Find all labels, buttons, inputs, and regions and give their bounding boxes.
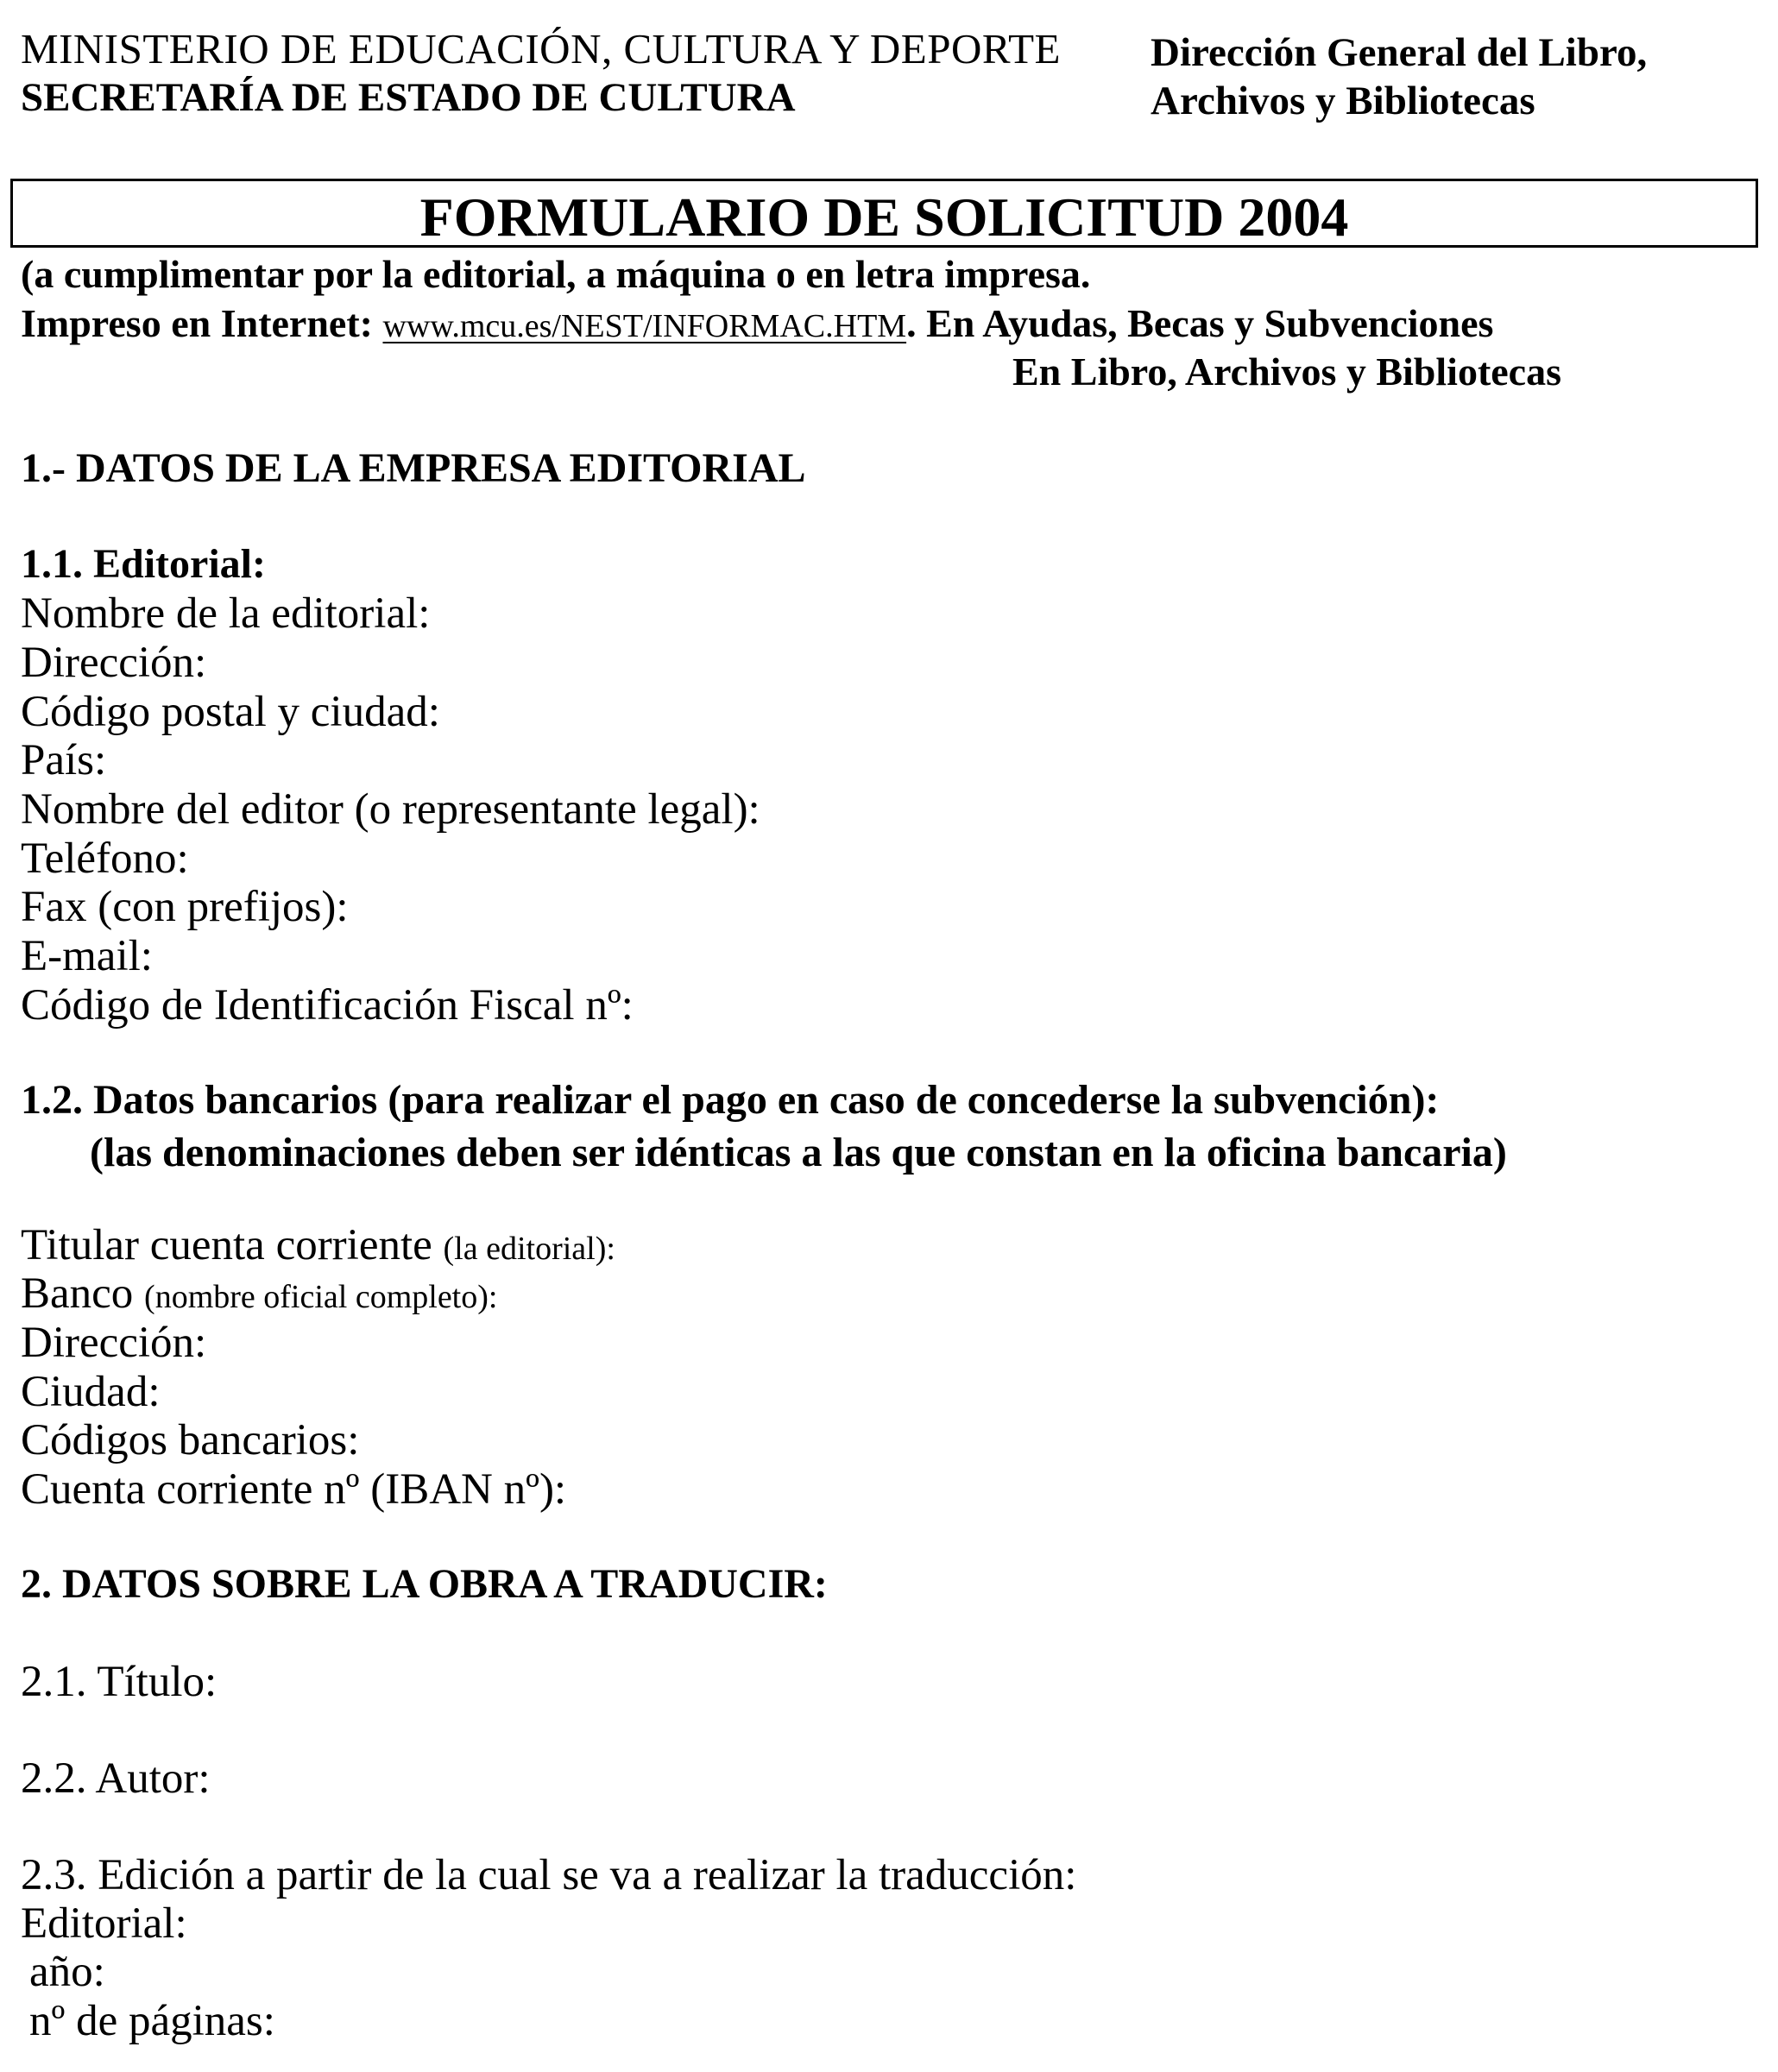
field-paginas: nº de páginas: xyxy=(29,1997,275,2045)
intro-line1: (a cumplimentar por la editorial, a máquina o en letra impresa. xyxy=(21,252,1091,296)
titular-note: (la editorial): xyxy=(443,1231,615,1267)
field-label: Dirección: xyxy=(21,639,207,687)
field-label-banco xyxy=(21,1269,498,1318)
field-titulo: 2.1. Título: xyxy=(21,1658,218,1706)
field-label: País: xyxy=(21,736,107,784)
field-label: Dirección: xyxy=(21,1319,207,1367)
field-label: Código postal y ciudad: xyxy=(21,688,440,736)
field-editorial: Editorial: xyxy=(21,1899,187,1948)
field-edicion: 2.3. Edición a partir de la cual se va a realizar la traducción: xyxy=(21,1851,1077,1899)
intro-line3: En Libro, Archivos y Bibliotecas xyxy=(1012,350,1562,394)
field-label: Ciudad: xyxy=(21,1368,161,1416)
section1-heading: 1.- DATOS DE LA EMPRESA EDITORIAL xyxy=(21,445,806,491)
section1-1-heading: 1.1. Editorial: xyxy=(21,541,266,587)
field-label-titular xyxy=(21,1221,615,1269)
form-title: FORMULARIO DE SOLICITUD 2004 xyxy=(419,186,1349,248)
banco-label: Banco xyxy=(21,1269,134,1318)
field-label: Códigos bancarios: xyxy=(21,1416,360,1464)
secretariat-name: SECRETARÍA DE ESTADO DE CULTURA xyxy=(21,75,796,120)
field-label: Cuenta corriente nº (IBAN nº): xyxy=(21,1465,567,1514)
field-label: Teléfono: xyxy=(21,834,189,883)
directorate-line2: Archivos y Bibliotecas xyxy=(1151,79,1535,123)
field-label: Nombre de la editorial: xyxy=(21,589,431,638)
ministry-name: MINISTERIO DE EDUCACIÓN, CULTURA Y DEPORTE xyxy=(21,25,1061,72)
field-label: Fax (con prefijos): xyxy=(21,883,349,931)
banco-note: (nombre oficial completo): xyxy=(144,1279,498,1315)
section1-2-note: (las denominaciones deben ser idénticas a las que constan en la oficina bancaria) xyxy=(90,1130,1507,1175)
field-anio: año: xyxy=(29,1948,105,1996)
internet-url-link[interactable]: www.mcu.es/NEST/INFORMAC.HTM xyxy=(382,308,907,344)
directorate-line1: Dirección General del Libro, xyxy=(1151,30,1648,75)
field-label: E-mail: xyxy=(21,932,153,980)
section2-heading: 2. DATOS SOBRE LA OBRA A TRADUCIR: xyxy=(21,1561,828,1607)
internet-label: Impreso en Internet: xyxy=(21,301,373,345)
field-label: Nombre del editor (o representante legal): xyxy=(21,785,760,834)
field-autor: 2.2. Autor: xyxy=(21,1754,211,1803)
intro-after-url: . En Ayudas, Becas y Subvenciones xyxy=(906,301,1494,345)
field-label: Código de Identificación Fiscal nº: xyxy=(21,981,634,1030)
intro-line2 xyxy=(21,301,1494,345)
titular-label: Titular cuenta corriente xyxy=(21,1221,432,1269)
section1-2-heading: 1.2. Datos bancarios (para realizar el pago en caso de concederse la subvención): xyxy=(21,1077,1440,1123)
form-title-box xyxy=(10,179,1758,248)
